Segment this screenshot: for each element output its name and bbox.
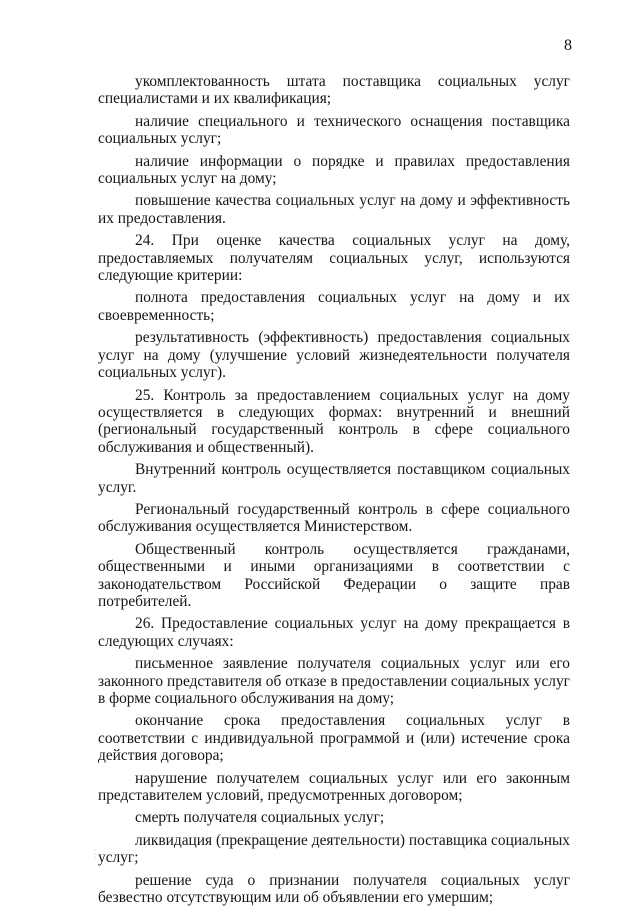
paragraph: повышение качества социальных услуг на дому и эффективность их предоставления. [98,192,570,227]
paragraph: письменное заявление получателя социальных услуг или его законного представителя об отказе в предоставлении социальных услуг в форме социального обслуживания на дому; [98,655,570,707]
paragraph-section-25: 25. Контроль за предоставлением социальных услуг на дому осуществляется в следующих формах: внутренний и внешний (региональный государственный контроль в сфере социального обслуживания и общественный). [98,386,570,456]
paragraph: полнота предоставления социальных услуг на дому и их своевременность; [98,289,570,324]
paragraph: окончание срока предоставления социальных услуг в соответствии с индивидуальной программой и (или) истечение срока действия договора; [98,712,570,765]
paragraph: наличие информации о порядке и правилах предоставления социальных услуг на дому; [98,152,570,188]
document-body [98,73,570,911]
paragraph: Внутренний контроль осуществляется поставщиком социальных услуг. [98,461,570,496]
paragraph-section-26: 26. Предоставление социальных услуг на дому прекращается в следующих случаях: [98,615,570,650]
page-number: 8 [564,37,572,54]
paragraph: Общественный контроль осуществляется гражданами, общественными и иными организациями в соответствии с законодательством Российской Федерации о защите прав потребителей. [98,540,570,610]
paragraph: наличие специального и технического оснащения поставщика социальных услуг; [98,112,570,148]
paragraph: нарушение получателем социальных услуг или его законным представителем условий, предусмотренных договором; [98,769,570,805]
paragraph: укомплектованность штата поставщика социальных услуг специалистами и их квалификация; [98,73,570,108]
paragraph: решение суда о признании получателя социальных услуг безвестно отсутствующим или об объявлении его умершим; [98,871,570,907]
paragraph: Региональный государственный контроль в сфере социального обслуживания осуществляется Министерством. [98,500,570,536]
scan-artifact-mark: ⋮ [90,849,100,860]
paragraph: результативность (эффективность) предоставления социальных услуг на дому (улучшение условий жизнедеятельности получателя социальных услуг). [98,329,570,382]
paragraph-section-24: 24. При оценке качества социальных услуг на дому, предоставляемых получателям социальных услуг, используются следующие критерии: [98,232,570,285]
paragraph: ликвидация (прекращение деятельности) поставщика социальных услуг; [98,831,570,867]
paragraph: смерть получателя социальных услуг; [135,809,385,827]
